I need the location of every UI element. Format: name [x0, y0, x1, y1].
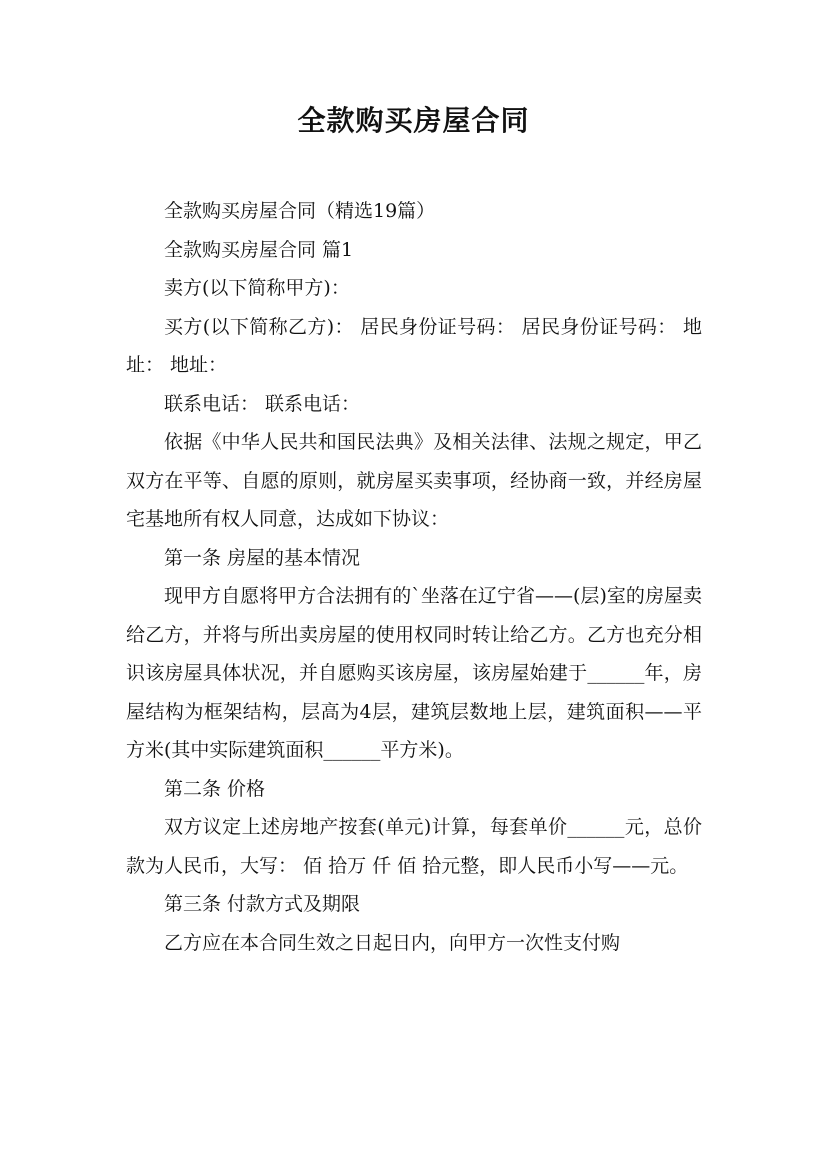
article-1-heading: 第一条 房屋的基本情况: [164, 546, 361, 569]
document-title: 全款购买房屋合同: [297, 104, 530, 137]
paragraph-buyer-info: 买方(以下简称乙方)： 居民身份证号码： 居民身份证号码： 地址： 地址：: [126, 315, 702, 376]
paragraph-subtitle: 全款购买房屋合同（精选19篇）: [164, 200, 436, 222]
paragraph-section-heading: 全款购买房屋合同 篇1: [164, 238, 354, 261]
article-3-body: 乙方应在本合同生效之日起日内，向甲方一次性支付购: [164, 931, 621, 954]
document-body: [126, 192, 702, 962]
article-2-heading: 第二条 价格: [164, 777, 266, 800]
paragraph-preamble: 依据《中华人民共和国民法典》及相关法律、法规之规定，甲乙双方在平等、自愿的原则，就房屋买卖事项，经协商一致，并经房屋宅基地所有权人同意，达成如下协议：: [126, 431, 702, 530]
article-2-body: 双方议定上述房地产按套(单元)计算，每套单价______元，总价款为人民币，大写： 佰 拾万 仟 佰 拾元整，即人民币小写——元。: [126, 816, 702, 877]
article-1-body: 现甲方自愿将甲方合法拥有的`坐落在辽宁省——(层)室的房屋卖给乙方，并将与所出卖房屋的使用权同时转让给乙方。乙方也充分相识该房屋具体状况，并自愿购买该房屋，该房屋始建于______年，房屋结构为框架结构，层高为4层，建筑层数地上层，建筑面积——平方米(其中实际建筑面积______平方米)。: [126, 585, 702, 761]
article-3-heading: 第三条 付款方式及期限: [164, 893, 361, 915]
paragraph-contact-phone: 联系电话： 联系电话：: [164, 392, 361, 415]
paragraph-seller: 卖方(以下简称甲方)：: [164, 277, 350, 299]
